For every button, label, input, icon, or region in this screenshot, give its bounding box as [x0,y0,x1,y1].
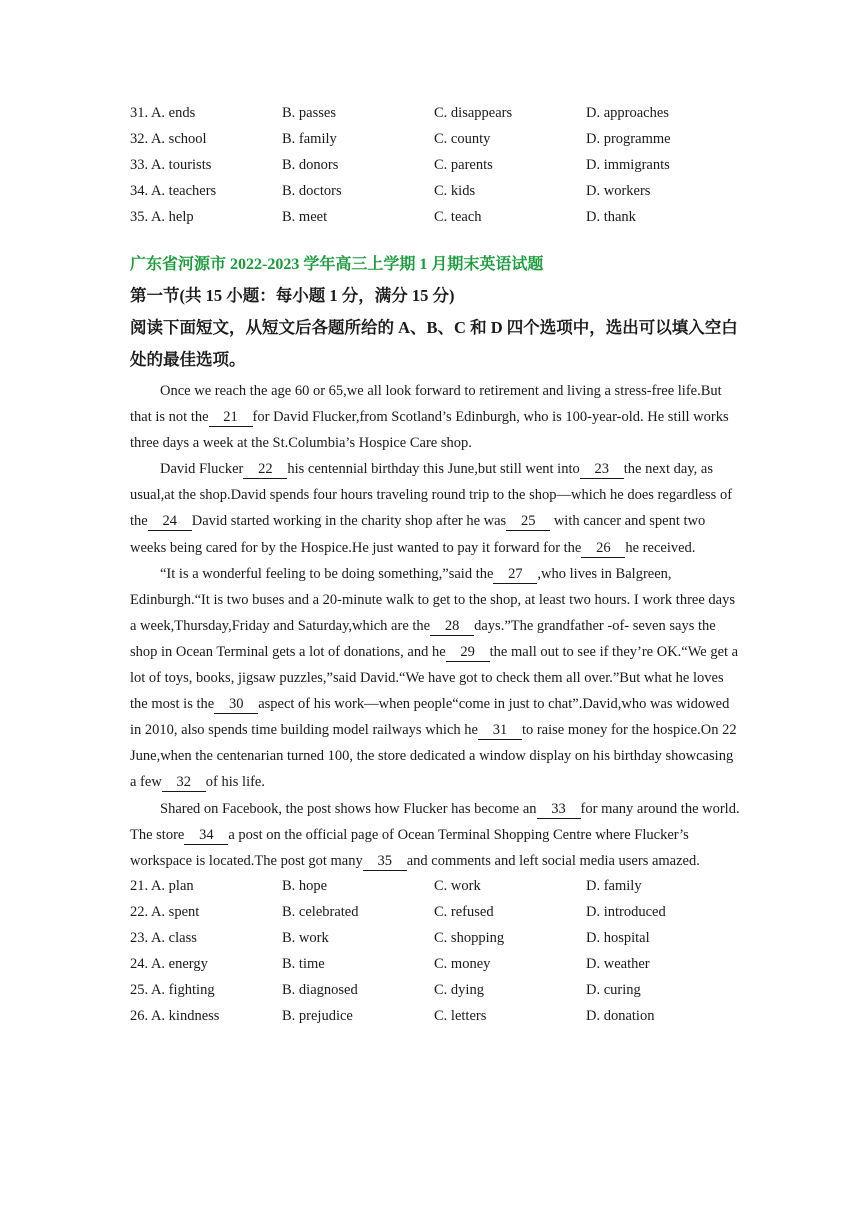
passage-text: ,who lives in Balgreen, Edinburgh.“It is two buses and a 20-minute walk to get to the shop, at least two hours. I work three days a week,Thursday,Friday and Saturday,which are the [130,565,735,634]
passage-text: for many around the world. The store [130,800,740,843]
passage-text: for David Flucker,from Scotland’s Edinburgh, who is 100-year-old. He still works three days a week at the St.Columbia’s Hospice Care shop. [130,409,729,452]
passage-text: he received. [625,539,696,556]
passage-text: and comments and left social media users amazed. [406,852,700,869]
option-row-33: 33. A. tourists B. donors C. parents D. immigrants [130,156,670,173]
option-row-34: 34. A. teachers B. doctors C. kids D. workers [130,182,651,199]
passage-text: with cancer and spent two weeks being cared for by the Hospice.He just wanted to pay it forward for the [130,513,706,556]
option-row-26: 26. A. kindness B. prejudice C. letters D. donation [130,1008,655,1025]
passage-text: his centennial birthday this June,but still went into [287,461,580,478]
passage-text: Shared on Facebook, the post shows how Flucker has become an [160,800,537,817]
blank-24: 24 [148,513,192,531]
blank-22: 22 [243,461,287,479]
paragraph [130,456,740,560]
blank-30: 30 [214,696,258,714]
passage-text: days.”The grandfather -of- seven says the shop in Ocean Terminal gets a lot of donations, and he [130,617,716,660]
paragraph [130,378,740,456]
passage-text: a post on the official page of Ocean Terminal Shopping Centre where Flucker’s workspace is located.The post got many [130,826,689,869]
blank-31: 31 [478,722,522,740]
options-bottom [130,874,740,1030]
section-title: 广东省河源市 2022-2023 学年高三上学期 1 月期末英语试题 [130,256,544,273]
passage-text: “It is a wonderful feeling to be doing something,”said the [160,565,494,582]
option-row-23: 23. A. class B. work C. shopping D. hospital [130,930,650,947]
option-row-25: 25. A. fighting B. diagnosed C. dying D. curing [130,982,641,999]
passage-text: the next day, as usual,at the shop.David spends four hours traveling round trip to the shop—which he does regardless of the [130,461,733,530]
passage-text: of his life. [205,774,265,791]
option-row-31: 31. A. ends B. passes C. disappears D. approaches [130,104,669,121]
paragraph [130,561,740,796]
blank-33: 33 [537,801,581,819]
option-row-21: 21. A. plan B. hope C. work D. family [130,878,642,895]
option-row-32: 32. A. school B. family C. county D. programme [130,130,671,147]
passage-text: the mall out to see if they’re OK.“We get a lot of toys, books, jigsaw puzzles,”said David.“We have got to check them all over.”But what he loves the most is the [130,643,739,713]
passage-text: aspect of his work—when people“come in just to chat”.David,who was widowed in 2010, also spends time building model railways which he [130,696,730,739]
passage-text: David Flucker [160,461,244,478]
passage-text: Once we reach the age 60 or 65,we all look forward to retirement and living a stress-free life.But that is not the [130,383,722,426]
blank-35: 35 [363,853,407,871]
section-subtitle: 第一节(共 15 小题：每小题 1 分，满分 15 分) [130,286,455,305]
paragraph [130,796,740,874]
blank-26: 26 [581,540,625,558]
blank-34: 34 [184,827,228,845]
instructions: 阅读下面短文，从短文后各题所给的 A、B、C 和 D 四个选项中，选出可以填入空白处的最佳选项。 [130,318,738,369]
option-row-35: 35. A. help B. meet C. teach D. thank [130,208,636,225]
blank-25: 25 [506,513,550,531]
option-row-22: 22. A. spent B. celebrated C. refused D. introduced [130,904,666,921]
blank-23: 23 [580,461,624,479]
cloze-passage [130,378,740,874]
blank-32: 32 [162,774,206,792]
options-top [130,100,740,230]
document-page [130,100,740,1030]
blank-21: 21 [209,409,253,427]
blank-27: 27 [493,566,537,584]
option-row-24: 24. A. energy B. time C. money D. weather [130,956,650,973]
blank-28: 28 [430,618,474,636]
blank-29: 29 [446,644,490,662]
passage-text: David started working in the charity shop after he was [191,513,507,530]
passage-text: to raise money for the hospice.On 22 June,when the centenarian turned 100, the store dedicated a window display on his birthday showcasing a few [130,722,737,791]
